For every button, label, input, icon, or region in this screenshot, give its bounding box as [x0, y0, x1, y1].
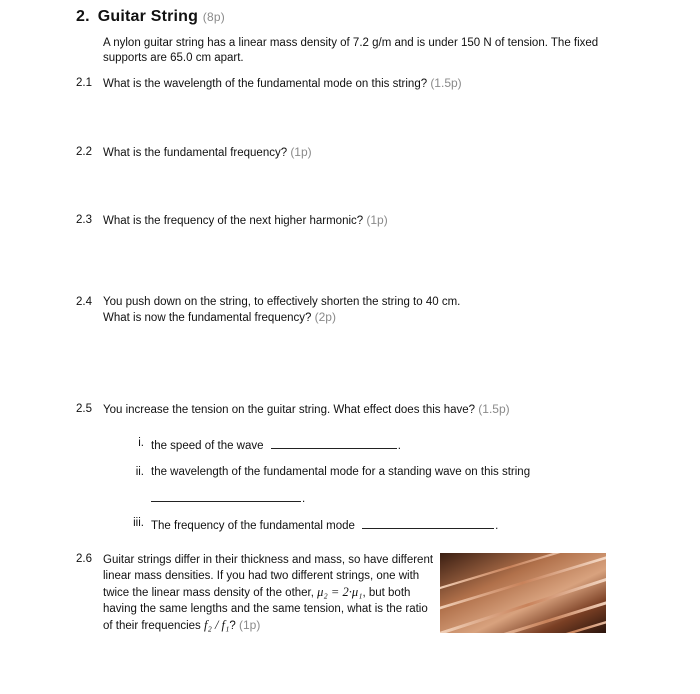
question-points: (1p) — [366, 213, 388, 227]
answer-blank[interactable] — [271, 437, 397, 449]
sub-item-numeral: iii. — [133, 517, 144, 529]
question-text-line-2: What is now the fundamental frequency? — [103, 312, 312, 324]
question-text: What is the wavelength of the fundamental mode on this string? — [103, 78, 428, 90]
question-text-wrap — [103, 145, 603, 161]
question-text: You increase the tension on the guitar string. What effect does this have? — [103, 404, 476, 416]
sub-item-ii-answer — [151, 490, 305, 505]
question-points: (1p) — [290, 145, 312, 159]
sub-item-text-wrap — [151, 437, 401, 452]
sub-item-numeral: ii. — [135, 466, 144, 478]
question-points: (1.5p) — [430, 76, 462, 90]
sub-item-text: the speed of the wave — [151, 440, 264, 452]
question-text-wrap — [103, 213, 603, 229]
question-mark: ? — [229, 620, 236, 632]
question-points: (2p) — [314, 310, 336, 324]
blank-period: . — [495, 520, 499, 532]
guitar-strings-photo — [440, 553, 606, 633]
sub-item-text: the wavelength of the fundamental mode for a standing wave on this string — [151, 466, 531, 478]
question-number: 2.2 — [76, 146, 92, 158]
answer-blank[interactable] — [151, 490, 301, 502]
question-number: 2.5 — [76, 403, 92, 415]
answer-blank[interactable] — [362, 517, 494, 529]
math-frequency-ratio: f₂ / f₁ — [204, 618, 230, 632]
question-number: 2.4 — [76, 296, 92, 308]
question-text-wrap — [103, 295, 603, 326]
section-title-text: Guitar String — [97, 8, 199, 25]
section-title — [76, 8, 225, 26]
blank-period: . — [302, 493, 306, 505]
section-number: 2. — [76, 8, 90, 25]
question-text-cont: , but both having the same lengths and the same tension, what is the ratio of their frequencies — [103, 587, 428, 632]
question-points: (1.5p) — [478, 402, 510, 416]
question-points: (1p) — [239, 618, 261, 632]
question-text: Guitar strings differ in their thickness and mass, so have different linear mass densities. If you had two different strings, one with twice the linear mass density of the other, — [103, 554, 434, 599]
question-2-6-number: 2.6 — [76, 553, 92, 565]
section-points: (8p) — [202, 10, 225, 24]
sub-item-text-wrap — [151, 517, 498, 532]
question-text: What is the frequency of the next higher harmonic? — [103, 215, 364, 227]
question-text-wrap — [103, 402, 603, 418]
question-text-line-1: You push down on the string, to effectively shorten the string to 40 cm. — [103, 296, 461, 308]
question-number: 2.1 — [76, 77, 92, 89]
question-number: 2.3 — [76, 214, 92, 226]
sub-item-numeral: i. — [138, 437, 144, 449]
blank-period: . — [397, 440, 401, 452]
question-text: What is the fundamental frequency? — [103, 147, 288, 159]
question-text-wrap — [103, 76, 603, 92]
problem-intro: A nylon guitar string has a linear mass density of 7.2 g/m and is under 150 N of tension. The fixed supports are 65.0 cm apart. — [103, 37, 599, 64]
math-density-relation: μ₂ = 2·μ₁ — [317, 585, 363, 599]
sub-item-text: The frequency of the fundamental mode — [151, 520, 355, 532]
question-2-6 — [103, 552, 435, 634]
